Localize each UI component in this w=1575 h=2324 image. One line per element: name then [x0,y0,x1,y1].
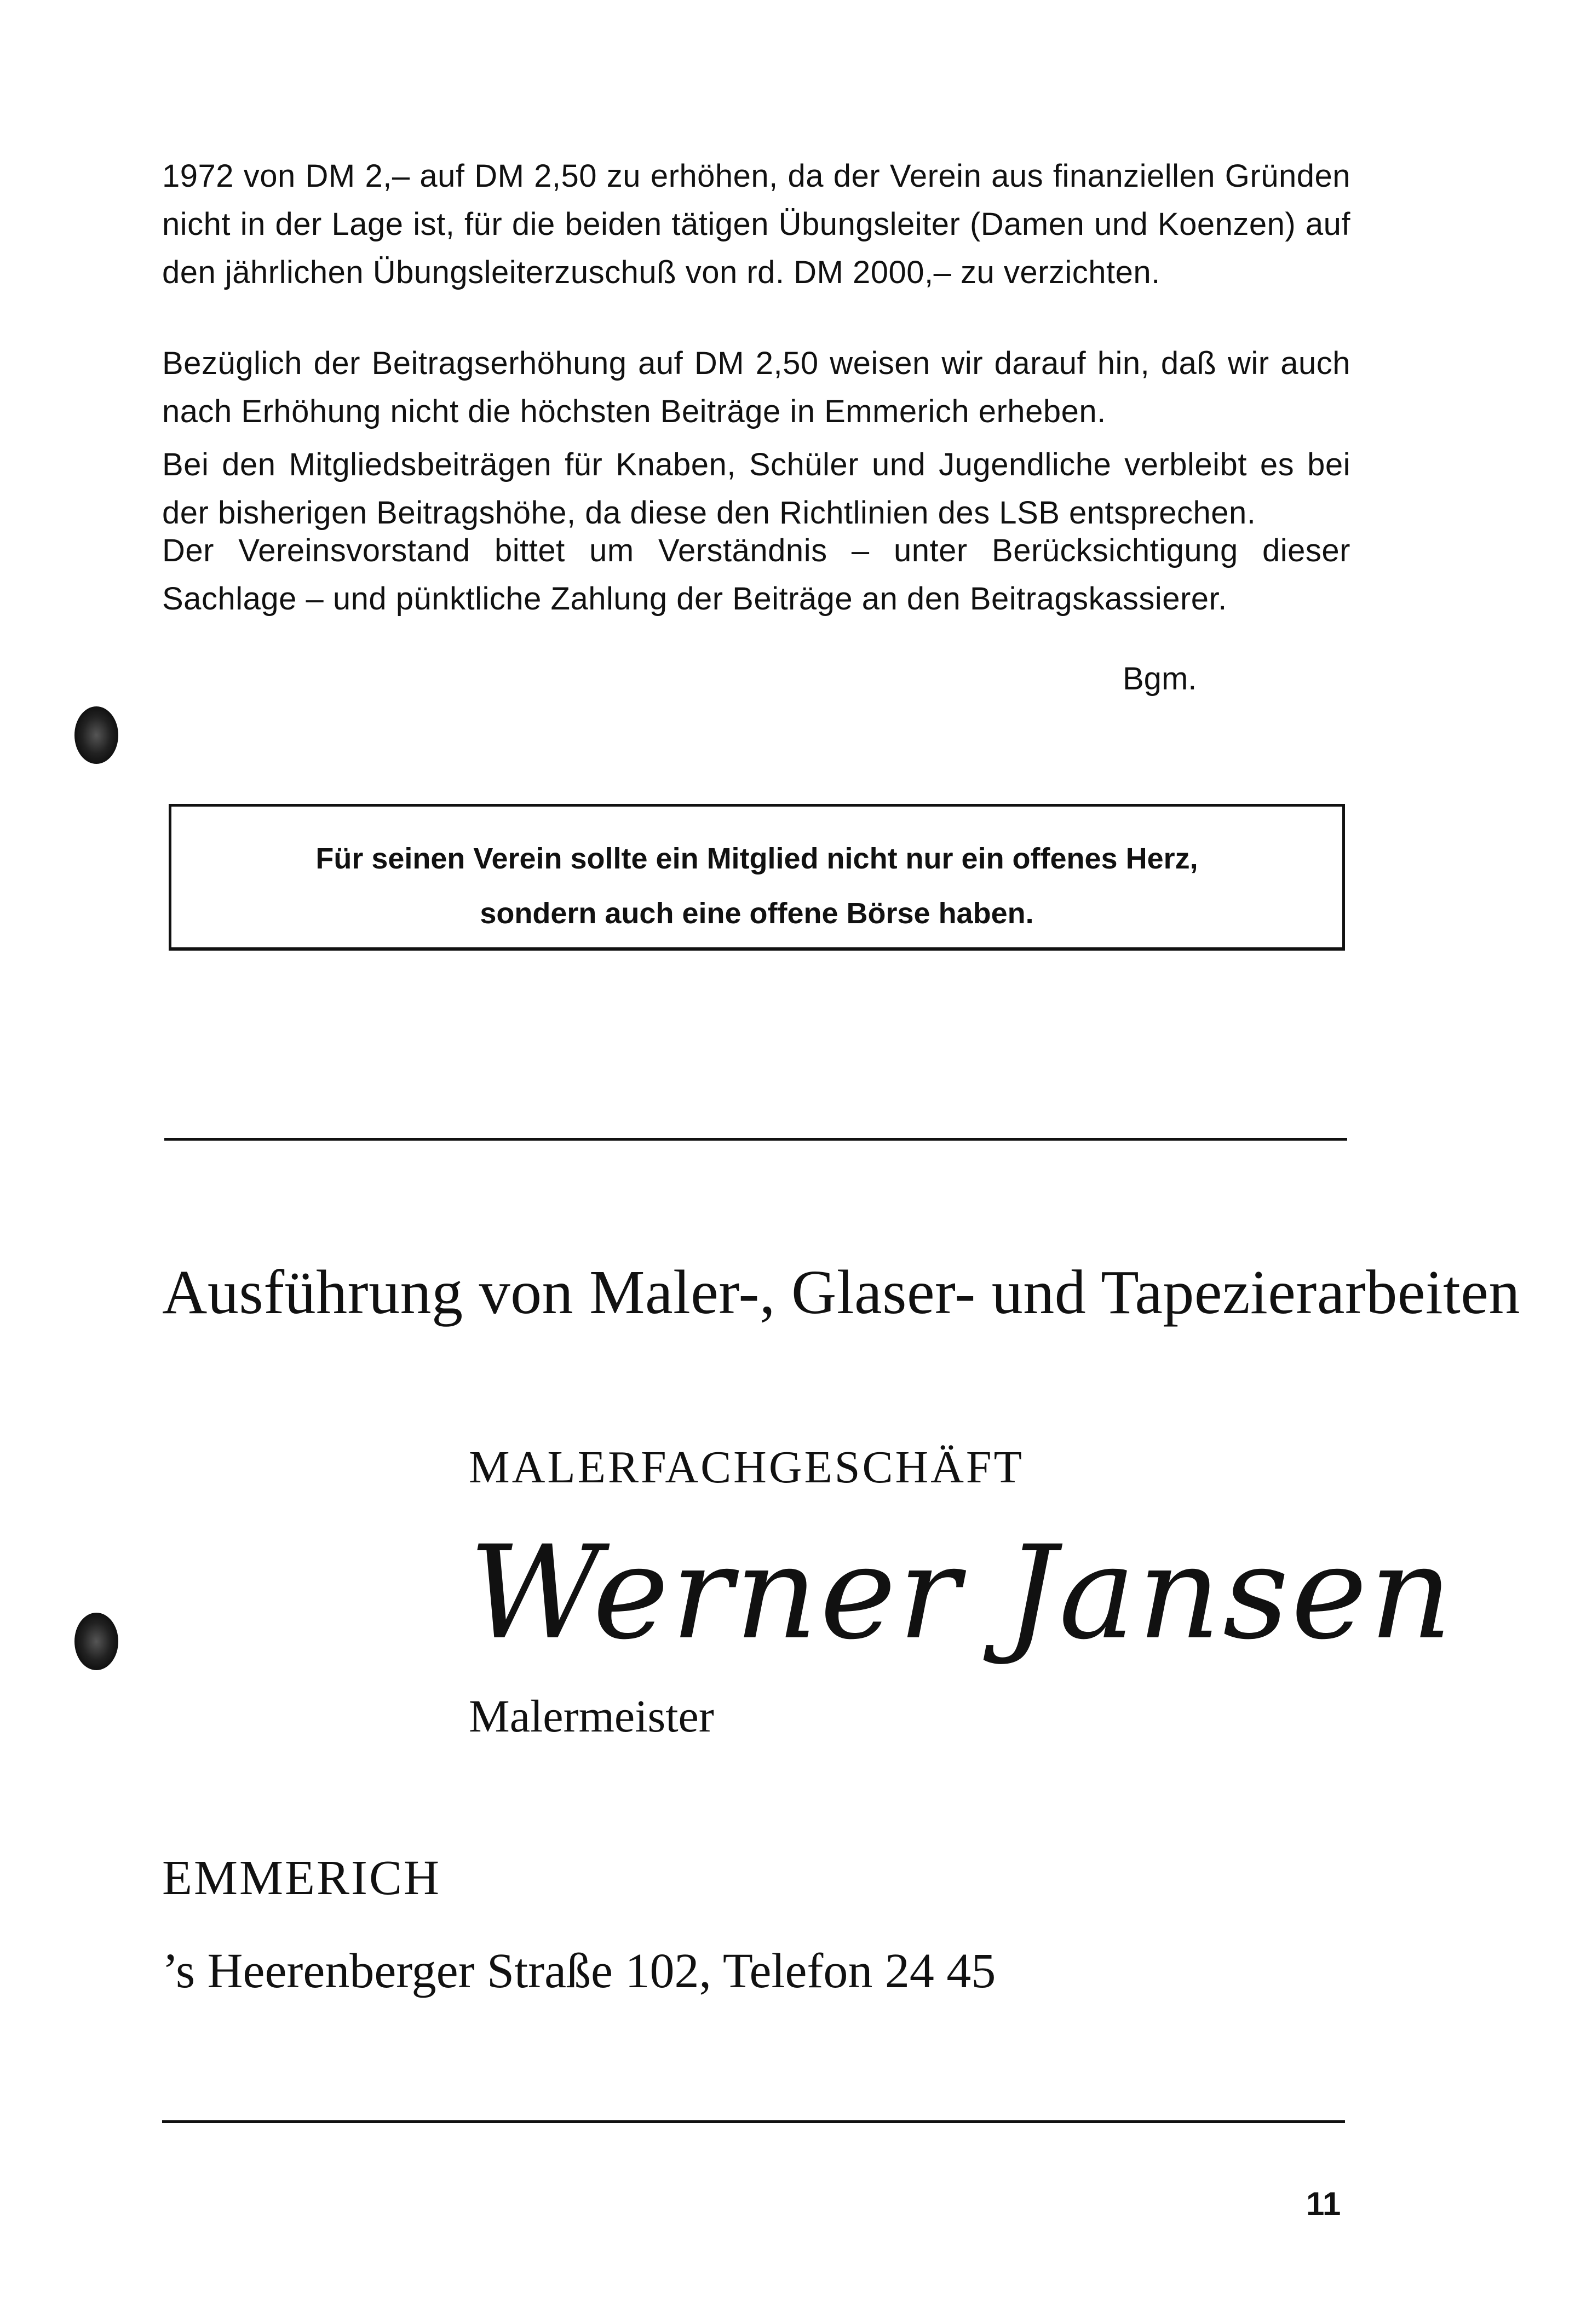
divider [162,2120,1345,2123]
article-paragraph: Der Vereinsvorstand bittet um Verständnis – unter Berücksichtigung dieser Sachlage – und pünktliche Zahlung der Beiträge an den Beitragskassierer. [162,533,1350,617]
page-number: 11 [1306,2185,1341,2222]
motto-line: Für seinen Verein sollte ein Mitglied nicht nur ein offenes Herz, [315,842,1198,875]
article-paragraph: Bezüglich der Beitragserhöhung auf DM 2,50 weisen wir darauf hin, daß wir auch nach Erhöhung nicht die höchsten Beiträge in Emmerich erheben. [162,346,1350,429]
motto-box [169,804,1345,951]
ad-heading: Ausführung von Maler-, Glaser- und Tapezierarbeiten [162,1257,1520,1327]
article-paragraph: 1972 von DM 2,– auf DM 2,50 zu erhöhen, da der Verein aus finanziellen Gründen nicht in der Lage ist, für die beiden tätigen Übungsleiter (Damen und Koenzen) auf den jährlichen Übungsleiterzuschuß von rd. DM 2000,– zu verzichten. [162,158,1350,290]
punch-hole-icon [74,706,118,764]
article-paragraph: Bei den Mitgliedsbeiträgen für Knaben, Schüler und Jugendliche verbleibt es bei der bisherigen Beitragshöhe, da diese den Richtlinien des LSB entsprechen. [162,447,1350,531]
punch-hole-icon [74,1613,118,1670]
ad-city: EMMERICH [162,1851,441,1905]
divider [164,1138,1347,1141]
ad-address: ’s Heerenberger Straße 102, Telefon 24 45 [162,1944,996,1998]
motto-line: sondern auch eine offene Börse haben. [480,897,1034,930]
ad-proprietor-name: Werner Jansen [469,1518,1455,1668]
ad-proprietor-title: Malermeister [469,1691,714,1742]
signature: Bgm. [1123,661,1197,697]
ad-company-type: MALERFACHGESCHÄFT [469,1442,1024,1493]
